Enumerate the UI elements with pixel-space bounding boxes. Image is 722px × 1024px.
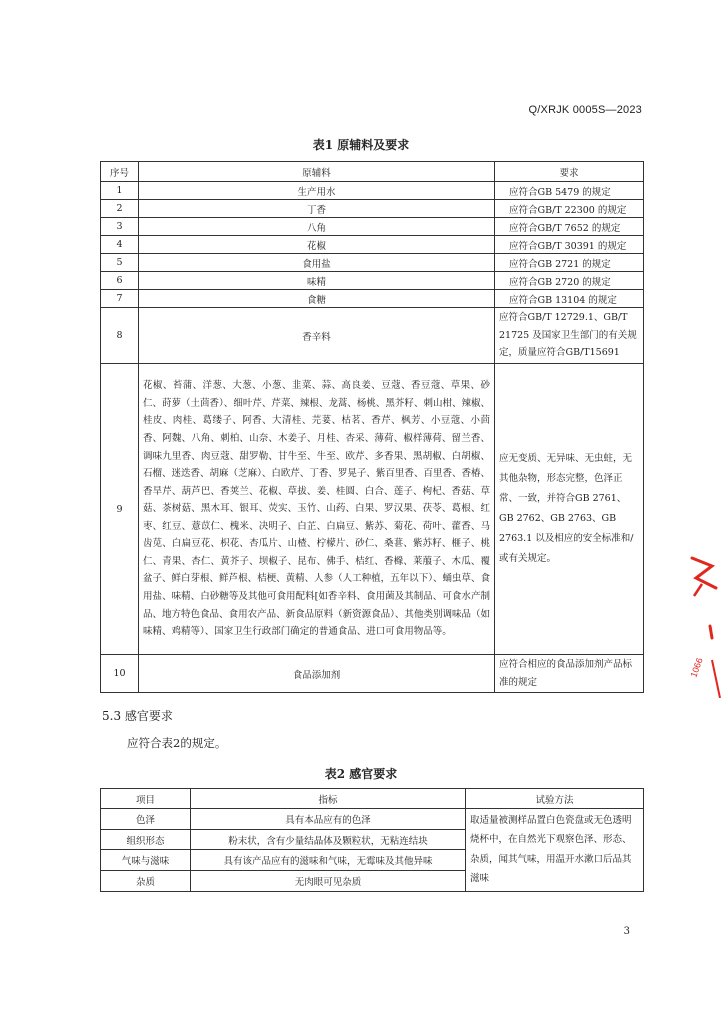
row-item: 色泽 <box>101 809 191 830</box>
row-requirement: 应无变质、无异味、无虫蛀，无其他杂物，形态完整，色泽正常、一致，并符合GB 2761、GB 2762、GB 2763、GB 2763.1 以及相应的安全标准和/或有关规定。 <box>495 364 644 655</box>
svg-text:1066: 1066 <box>688 656 705 679</box>
page-number: 3 <box>623 926 630 937</box>
table-row <box>101 809 644 830</box>
row-no: 1 <box>101 182 139 200</box>
header-no: 序号 <box>101 162 139 182</box>
header-material: 原辅料 <box>139 162 495 182</box>
table2-caption: 表2 感官要求 <box>324 767 398 781</box>
table-row <box>101 254 644 272</box>
row-item: 气味与滋味 <box>101 850 191 871</box>
table1-caption: 表1 原辅料及要求 <box>312 138 410 152</box>
header-item: 项目 <box>101 789 191 809</box>
table-row <box>101 236 644 254</box>
test-method: 取适量被测样品置白色瓷盘或无色透明烧杯中，在自然光下观察色泽、形态、杂质，闻其气味，用温开水漱口后品其滋味 <box>466 809 644 892</box>
row-no: 3 <box>101 218 139 236</box>
row-no: 2 <box>101 200 139 218</box>
row-no: 8 <box>101 308 139 364</box>
row-requirement: 应符合GB 13104 的规定 <box>495 290 644 308</box>
header-method: 试验方法 <box>466 789 644 809</box>
row-index: 具有本品应有的色泽 <box>191 809 466 830</box>
row-material: 味精 <box>139 272 495 290</box>
row-index: 无肉眼可见杂质 <box>191 871 466 892</box>
row-no: 6 <box>101 272 139 290</box>
table-header-row <box>101 789 644 809</box>
row-material: 食品添加剂 <box>139 655 495 693</box>
sensory-table <box>100 788 644 892</box>
row-requirement: 应符合GB/T 12729.1、GB/T 21725 及国家卫生部门的有关规定，质量应符合GB/T15691 <box>495 308 644 364</box>
table-row <box>101 182 644 200</box>
row-requirement: 应符合GB/T 7652 的规定 <box>495 218 644 236</box>
row-material: 丁香 <box>139 200 495 218</box>
table-row <box>101 218 644 236</box>
materials-table <box>100 161 644 693</box>
row-item: 杂质 <box>101 871 191 892</box>
row-requirement: 应符合相应的食品添加剂产品标准的规定 <box>495 655 644 693</box>
row-no: 9 <box>101 364 139 655</box>
row-item: 组织形态 <box>101 829 191 850</box>
row-requirement: 应符合GB/T 22300 的规定 <box>495 200 644 218</box>
row-no: 4 <box>101 236 139 254</box>
row-material: 八角 <box>139 218 495 236</box>
row-requirement: 应符合GB/T 30391 的规定 <box>495 236 644 254</box>
row-no: 5 <box>101 254 139 272</box>
header-index: 指标 <box>191 789 466 809</box>
row-index: 具有该产品应有的滋味和气味，无霉味及其他异味 <box>191 850 466 871</box>
table-header-row <box>101 162 644 182</box>
row-requirement: 应符合GB 2721 的规定 <box>495 254 644 272</box>
row-material: 花椒 <box>139 236 495 254</box>
row-material: 生产用水 <box>139 182 495 200</box>
row-material: 食用盐 <box>139 254 495 272</box>
row-no: 7 <box>101 290 139 308</box>
table-row <box>101 272 644 290</box>
table-row <box>101 200 644 218</box>
row-requirement: 应符合GB 2720 的规定 <box>495 272 644 290</box>
table-row <box>101 655 644 693</box>
table-row <box>101 364 644 655</box>
row-material: 花椒、苔蒲、洋葱、大葱、小葱、韭菜、蒜、高良姜、豆蔻、香豆蔻、草果、砂仁、莳萝（土茴香）、细叶芹、芹菜、辣根、龙蒿、杨桃、黑芥籽、刺山柑、辣椒、桂皮、肉桂、葛缕子、阿香、大清桂、芫荽、枯茗、香芹、枫芳、小豆蔻、小茴香、阿魏、八角、刺柏、山奈、木姜子、月桂、杏采、薄荷、椒样薄荷、留兰香、调味九里香、肉豆蔻、甜罗勒、甘牛至、牛至、欧芹、多香果、黑胡椒、白胡椒、石榴、迷迭香、胡麻（芝麻）、白欧芹、丁香、罗晃子、紫百里香、百里香、香椿、香旱芹、葫芦巴、香荚兰、花椒、草拔、姜、桂圆、白合、莲子、枸杞、香菇、草菇、茶树菇、黑木耳、银耳、荧实、玉竹、山药、白果、罗汉果、茯苓、葛根、红枣、红豆、薏苡仁、槐米、决明子、白芷、白扁豆、紫苏、菊花、荷叶、藿香、马齿苋、白扁豆花、枳花、杏瓜片、山楂、柠檬片、砂仁、桑葚、紫苏籽、榧子、桃仁、青果、杏仁、黄芥子、坝椒子、昆布、佛手、桔红、香橼、莱菔子、木瓜、覆盆子、鲜白芽根、鲜芦根、桔梗、黄精、人参（人工种植，五年以下）、蛹虫草、食用盐、味精、白砂糖等及其他可食用配料[如香辛料、食用菌及其制品、可食水产制品、地方特色食品、食用农产品、新食品原料（新资源食品）、其他类别调味品（如味精、鸡精等）、国家卫生行政部门确定的普通食品、进口可食用物品等。 <box>139 364 495 655</box>
row-no: 10 <box>101 655 139 693</box>
row-material: 香辛料 <box>139 308 495 364</box>
row-index: 粉末状，含有少量结晶体及颗粒状，无粘连结块 <box>191 829 466 850</box>
header-requirement: 要求 <box>495 162 644 182</box>
standard-number: Q/XRJK 0005S—2023 <box>528 104 642 116</box>
section-heading: 5.3 感官要求 <box>102 709 173 723</box>
row-material: 食糖 <box>139 290 495 308</box>
row-requirement: 应符合GB 5479 的规定 <box>495 182 644 200</box>
table-row <box>101 308 644 364</box>
table-row <box>101 290 644 308</box>
section-text: 应符合表2的规定。 <box>127 736 227 750</box>
seal-stamp-icon <box>682 548 722 698</box>
